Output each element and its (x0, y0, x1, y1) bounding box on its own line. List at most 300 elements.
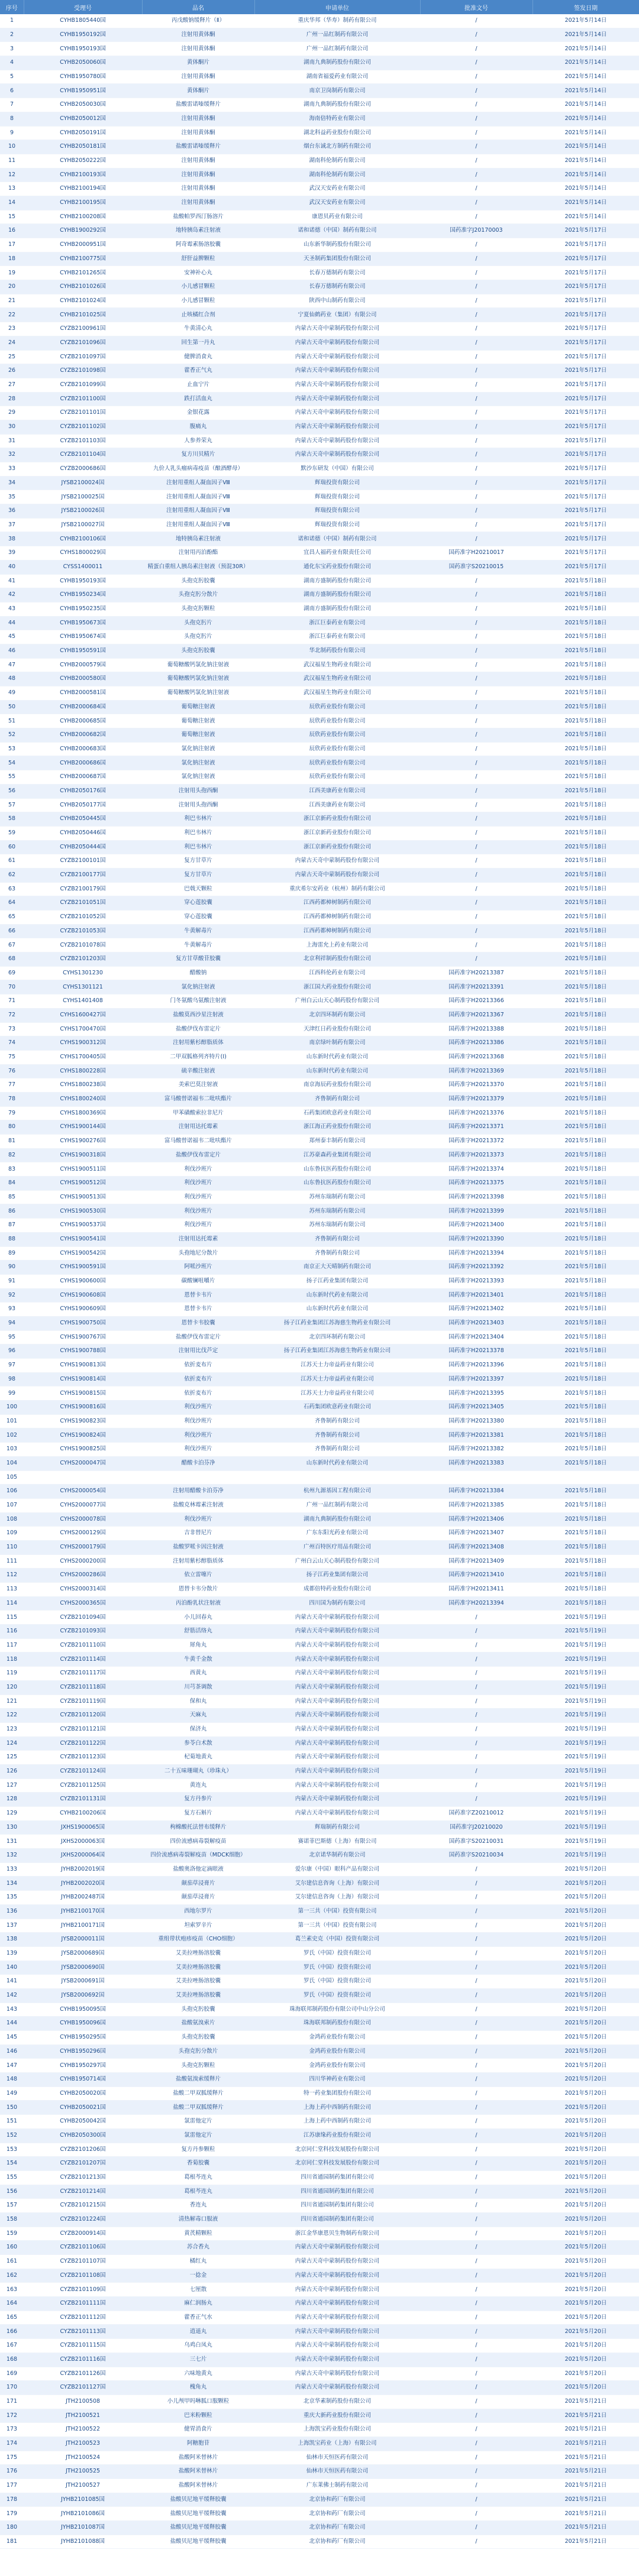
cell-accept-no: CYZB2101125国 (24, 1778, 142, 1793)
cell-approval-no: 国药准字H20213399 (420, 1204, 532, 1219)
cell-name: 注射用重组人凝血因子Ⅷ (142, 476, 254, 490)
table-row (0, 1988, 639, 2003)
table-row (0, 1359, 639, 1373)
cell-seq: 181 (0, 2535, 24, 2549)
cell-accept-no: CYHB2101024国 (24, 294, 142, 308)
cell-accept-no: CYHS1900600国 (24, 1274, 142, 1288)
table-row (0, 1961, 639, 1975)
cell-seq: 6 (0, 84, 24, 98)
cell-accept-no: CYZB2101103国 (24, 434, 142, 448)
cell-company: 第一三共（中国）投资有限公司 (254, 1904, 420, 1919)
cell-accept-no: CYHB2100195国 (24, 196, 142, 210)
table-body (0, 14, 639, 2549)
cell-company: 重庆大新药业股份有限公司 (254, 2409, 420, 2423)
table-row (0, 224, 639, 238)
table-row (0, 1820, 639, 1835)
table-row (0, 1302, 639, 1317)
cell-name: 重组带状疱疹疫苗（CHO细胞） (142, 1933, 254, 1947)
cell-name: 美索巴莫注射液 (142, 1078, 254, 1093)
cell-company: 扬子江药业集团有限公司 (254, 1569, 420, 1583)
cell-company: 四川省通园制药集团有限公司 (254, 2185, 420, 2199)
cell-name: 艾美拉唑肠溶胶囊 (142, 1961, 254, 1975)
table-row (0, 1946, 639, 1961)
cell-seq: 108 (0, 1512, 24, 1527)
table-row (0, 1456, 639, 1470)
cell-company: 齐鲁制药有限公司 (254, 1414, 420, 1428)
cell-accept-no: JXHS2000064国 (24, 1849, 142, 1863)
cell-approval-no: 国药准字H20213378 (420, 1344, 532, 1359)
table-row (0, 1162, 639, 1177)
cell-accept-no: CYHB2100106国 (24, 532, 142, 546)
cell-name: 葡萄糖酸钙氯化钠注射液 (142, 658, 254, 672)
cell-approval-no: 国药准字H20213368 (420, 1050, 532, 1064)
cell-date: 2021年5月20日 (532, 1877, 639, 1891)
cell-seq: 2 (0, 28, 24, 42)
cell-approval-no: / (420, 1975, 532, 1989)
cell-seq: 175 (0, 2451, 24, 2465)
table-row (0, 1414, 639, 1428)
cell-seq: 107 (0, 1498, 24, 1512)
cell-name: 氯雷他定片 (142, 2115, 254, 2129)
cell-company: 辰欣药业股份有限公司 (254, 728, 420, 743)
cell-date: 2021年5月18日 (532, 1302, 639, 1317)
cell-name: 注射用紫杉醇脂质体 (142, 1554, 254, 1569)
cell-approval-no: / (420, 364, 532, 378)
table-row (0, 1527, 639, 1541)
cell-company: 广州白云山天心制药股份有限公司 (254, 994, 420, 1009)
table-row (0, 630, 639, 644)
cell-date: 2021年5月20日 (532, 2339, 639, 2353)
cell-accept-no: CYHS1900825国 (24, 1443, 142, 1457)
cell-seq: 133 (0, 1862, 24, 1877)
cell-accept-no: CYHB1950096国 (24, 2017, 142, 2031)
cell-name: 注射用达托霉素 (142, 1120, 254, 1135)
table-row (0, 2436, 639, 2451)
table-row (0, 868, 639, 882)
cell-date: 2021年5月20日 (532, 1919, 639, 1933)
cell-approval-no: / (420, 238, 532, 252)
cell-company: 苏州东瑞制药有限公司 (254, 1204, 420, 1219)
cell-approval-no: / (420, 840, 532, 854)
cell-accept-no: CYHS2000129国 (24, 1527, 142, 1541)
cell-company: 北京协和药厂有限公司 (254, 2535, 420, 2549)
cell-date: 2021年5月17日 (532, 392, 639, 406)
table-row (0, 644, 639, 658)
cell-accept-no: CYHB1950235国 (24, 602, 142, 616)
cell-seq: 23 (0, 322, 24, 336)
cell-company: 江西药都樟树制药有限公司 (254, 924, 420, 938)
table-row (0, 2311, 639, 2325)
cell-seq: 143 (0, 2003, 24, 2017)
cell-approval-no: / (420, 406, 532, 420)
table-row (0, 490, 639, 504)
cell-name: 清热解毒口服液 (142, 2212, 254, 2227)
cell-seq: 178 (0, 2493, 24, 2507)
cell-approval-no: / (420, 2409, 532, 2423)
table-row (0, 294, 639, 308)
cell-approval-no: / (420, 112, 532, 126)
cell-company: 康恩贝药业有限公司 (254, 210, 420, 224)
table-row (0, 2367, 639, 2381)
cell-seq: 26 (0, 364, 24, 378)
table-row (0, 1330, 639, 1344)
cell-company: 扬子江药业集团江苏海慈生物药业有限公司 (254, 1316, 420, 1330)
cell-date: 2021年5月18日 (532, 784, 639, 798)
cell-approval-no: / (420, 2297, 532, 2311)
table-row (0, 1219, 639, 1233)
table-row (0, 336, 639, 350)
cell-date: 2021年5月14日 (532, 112, 639, 126)
cell-approval-no: / (420, 2212, 532, 2227)
cell-company: 江苏天士力帝益药业有限公司 (254, 1359, 420, 1373)
cell-seq: 70 (0, 980, 24, 994)
cell-accept-no: CYHB2000581国 (24, 686, 142, 701)
cell-name: 二十五味珊瑚丸（珍珠丸） (142, 1764, 254, 1778)
cell-accept-no: CYHB2100208国 (24, 210, 142, 224)
cell-accept-no: CYHB2050191国 (24, 126, 142, 140)
table-row (0, 2535, 639, 2549)
cell-accept-no: CYHS1401408 (24, 994, 142, 1009)
table-row (0, 2212, 639, 2227)
cell-accept-no: CYZB2100177国 (24, 868, 142, 882)
cell-approval-no: / (420, 2241, 532, 2255)
table-row (0, 798, 639, 812)
cell-date: 2021年5月17日 (532, 448, 639, 462)
cell-accept-no: JTH2100508 (24, 2394, 142, 2409)
cell-date: 2021年5月18日 (532, 798, 639, 812)
cell-approval-no: / (420, 2479, 532, 2493)
cell-accept-no: JTH2100522 (24, 2423, 142, 2437)
cell-approval-no: 国药准字H20213375 (420, 1177, 532, 1191)
cell-date: 2021年5月21日 (532, 2423, 639, 2437)
cell-seq: 158 (0, 2212, 24, 2227)
cell-date: 2021年5月19日 (532, 1778, 639, 1793)
cell-name: 头孢克肟片 (142, 616, 254, 630)
table-row (0, 1190, 639, 1204)
cell-date: 2021年5月19日 (532, 1611, 639, 1625)
cell-accept-no: CYHS2000078国 (24, 1512, 142, 1527)
table-row (0, 476, 639, 490)
table-row (0, 2073, 639, 2087)
cell-approval-no: / (420, 182, 532, 196)
cell-name: 小儿颅甲吗啉胍口服颗粒 (142, 2394, 254, 2409)
cell-name: 盐酸伊伐布雷定片 (142, 1148, 254, 1162)
table-row (0, 1135, 639, 1149)
cell-date: 2021年5月20日 (532, 2143, 639, 2157)
cell-company: 齐鲁制药有限公司 (254, 1428, 420, 1443)
cell-approval-no: / (420, 1904, 532, 1919)
cell-accept-no: JXHS1900065国 (24, 1820, 142, 1835)
cell-date: 2021年5月18日 (532, 868, 639, 882)
cell-company: 内蒙古天奇中蒙制药股份有限公司 (254, 406, 420, 420)
cell-name: 依折麦布片 (142, 1372, 254, 1386)
cell-name: 杞菊地黄丸 (142, 1751, 254, 1765)
cell-seq: 41 (0, 574, 24, 588)
cell-name: 盐酸克林霉素注射液 (142, 1498, 254, 1512)
cell-company: 内蒙古天奇中蒙制药股份有限公司 (254, 2353, 420, 2367)
cell-seq: 115 (0, 1611, 24, 1625)
cell-approval-no: 国药准字H20213373 (420, 1148, 532, 1162)
cell-accept-no: CYHS1900511国 (24, 1162, 142, 1177)
table-row (0, 1512, 639, 1527)
cell-date: 2021年5月21日 (532, 2409, 639, 2423)
table-row (0, 700, 639, 714)
cell-company: 四川省通园制药集团有限公司 (254, 2170, 420, 2185)
cell-name: 川芎茶调散 (142, 1680, 254, 1694)
cell-name: 天麻丸 (142, 1709, 254, 1723)
cell-company: 陕西中山制药有限公司 (254, 294, 420, 308)
cell-approval-no: / (420, 1667, 532, 1681)
cell-seq: 34 (0, 476, 24, 490)
cell-company: 武汉福星生物药业有限公司 (254, 686, 420, 701)
cell-company: 北京同仁堂科技发展股份有限公司 (254, 2157, 420, 2171)
table-row (0, 1694, 639, 1709)
cell-company: 湖南九典制药股份有限公司 (254, 98, 420, 112)
cell-company: 仙林市天恒医药有限公司 (254, 2465, 420, 2479)
cell-approval-no: / (420, 2521, 532, 2535)
cell-approval-no: / (420, 784, 532, 798)
cell-name: 利伐沙班片 (142, 1428, 254, 1443)
cell-seq: 109 (0, 1527, 24, 1541)
cell-company: 宁夏仙鹤药业（集团）有限公司 (254, 308, 420, 322)
cell-approval-no: / (420, 476, 532, 490)
cell-company: 四川省通园制药集团有限公司 (254, 2199, 420, 2213)
cell-company: 内蒙古天奇中蒙制药股份有限公司 (254, 350, 420, 364)
cell-company: 湖南九典制药股份有限公司 (254, 56, 420, 70)
cell-company: 浙江京新药业股份有限公司 (254, 812, 420, 827)
cell-date: 2021年5月18日 (532, 1064, 639, 1078)
cell-approval-no: 国药准字H20213376 (420, 1106, 532, 1120)
cell-date: 2021年5月18日 (532, 1022, 639, 1036)
cell-company: 天圣制药集团股份有限公司 (254, 252, 420, 266)
cell-name: 西黄丸 (142, 1667, 254, 1681)
cell-name: 氯化钠注射液 (142, 756, 254, 770)
table-row (0, 210, 639, 224)
cell-seq: 113 (0, 1583, 24, 1597)
cell-company: 特一药业集团股份有限公司 (254, 2086, 420, 2101)
cell-approval-no: / (420, 882, 532, 896)
table-row (0, 882, 639, 896)
cell-seq: 16 (0, 224, 24, 238)
cell-seq: 80 (0, 1120, 24, 1135)
cell-seq: 57 (0, 798, 24, 812)
cell-name: 阿糖胞苷 (142, 2436, 254, 2451)
cell-approval-no: / (420, 434, 532, 448)
table-row (0, 126, 639, 140)
table-row (0, 2451, 639, 2465)
cell-seq: 94 (0, 1316, 24, 1330)
cell-seq: 38 (0, 532, 24, 546)
cell-name: 利伐沙班片 (142, 1162, 254, 1177)
cell-name: 黄体酮片 (142, 56, 254, 70)
cell-company: 扬子江药业集团有限公司 (254, 1274, 420, 1288)
cell-company: 赛诺菲巴斯德（上海）有限公司 (254, 1835, 420, 1849)
cell-seq: 82 (0, 1148, 24, 1162)
cell-accept-no: CYZB2101207国 (24, 2157, 142, 2171)
cell-date: 2021年5月14日 (532, 56, 639, 70)
cell-approval-no: / (420, 462, 532, 477)
cell-accept-no: CYZB2101098国 (24, 364, 142, 378)
table-row (0, 42, 639, 56)
cell-approval-no: / (420, 126, 532, 140)
cell-approval-no: 国药准字H20213384 (420, 1485, 532, 1499)
cell-accept-no: CYHS1900608国 (24, 1288, 142, 1302)
cell-approval-no: / (420, 938, 532, 952)
cell-approval-no: / (420, 1946, 532, 1961)
cell-company: 石药集团欧意药业有限公司 (254, 1401, 420, 1415)
cell-seq: 10 (0, 140, 24, 154)
cell-name: 头孢克肟胶囊 (142, 2031, 254, 2045)
cell-date: 2021年5月18日 (532, 1569, 639, 1583)
cell-date: 2021年5月18日 (532, 840, 639, 854)
cell-accept-no: CYHB2050181国 (24, 140, 142, 154)
cell-date: 2021年5月20日 (532, 2325, 639, 2339)
cell-accept-no: CYZB2101093国 (24, 1625, 142, 1639)
cell-approval-no: / (420, 686, 532, 701)
cell-name: 头孢克肟片 (142, 630, 254, 644)
cell-date: 2021年5月18日 (532, 1274, 639, 1288)
cell-date: 2021年5月14日 (532, 98, 639, 112)
cell-accept-no: JTH2100521 (24, 2409, 142, 2423)
cell-company: 广州一品红制药有限公司 (254, 42, 420, 56)
cell-seq: 62 (0, 868, 24, 882)
cell-approval-no: / (420, 1638, 532, 1652)
cell-company: 齐鲁制药有限公司 (254, 1092, 420, 1106)
table-row (0, 658, 639, 672)
cell-seq: 45 (0, 630, 24, 644)
cell-approval-no: / (420, 2353, 532, 2367)
cell-accept-no: CYHB1805440国 (24, 14, 142, 28)
cell-company: 四川华神药业有限公司 (254, 2073, 420, 2087)
cell-date: 2021年5月18日 (532, 1527, 639, 1541)
cell-name: 盐酸帕罗西汀肠溶片 (142, 210, 254, 224)
cell-approval-no: / (420, 2394, 532, 2409)
cell-date: 2021年5月17日 (532, 322, 639, 336)
cell-date: 2021年5月17日 (532, 560, 639, 574)
cell-accept-no: CYZB2101206国 (24, 2143, 142, 2157)
cell-approval-no: / (420, 2031, 532, 2045)
cell-date: 2021年5月17日 (532, 350, 639, 364)
cell-name: 安神补心丸 (142, 266, 254, 280)
cell-accept-no: CYHS1700405国 (24, 1050, 142, 1064)
cell-accept-no: CYHB2100194国 (24, 182, 142, 196)
cell-company: 江苏豪森药业集团有限公司 (254, 1148, 420, 1162)
cell-approval-no: 国药准字H20213404 (420, 1330, 532, 1344)
table-row (0, 1288, 639, 1302)
cell-company: 江西药都樟树制药有限公司 (254, 910, 420, 925)
cell-name: 腹痛丸 (142, 420, 254, 434)
cell-accept-no: CYZB2101126国 (24, 2367, 142, 2381)
cell-company: 浙江巨泰药业有限公司 (254, 616, 420, 630)
cell-name: 颠茄草浸膏片 (142, 1891, 254, 1905)
cell-company: 诺和诺德（中国）制药有限公司 (254, 224, 420, 238)
cell-company: 湖北科益药业股份有限公司 (254, 126, 420, 140)
cell-name: 复方甘草片 (142, 868, 254, 882)
cell-date: 2021年5月17日 (532, 462, 639, 477)
cell-date: 2021年5月14日 (532, 28, 639, 42)
cell-seq: 71 (0, 994, 24, 1009)
cell-approval-no: / (420, 1764, 532, 1778)
cell-date: 2021年5月19日 (532, 1793, 639, 1807)
cell-approval-no: 国药准字H20213396 (420, 1359, 532, 1373)
cell-seq: 51 (0, 714, 24, 728)
table-row (0, 238, 639, 252)
cell-seq: 52 (0, 728, 24, 743)
table-row (0, 2297, 639, 2311)
table-row (0, 616, 639, 630)
cell-accept-no: JYHB2101085国 (24, 2493, 142, 2507)
table-row (0, 504, 639, 519)
cell-name: 舒肝益脾颗粒 (142, 252, 254, 266)
cell-date: 2021年5月18日 (532, 1177, 639, 1191)
cell-accept-no: CYZB2101110国 (24, 1638, 142, 1652)
cell-accept-no: CYHB1900292国 (24, 224, 142, 238)
cell-seq: 112 (0, 1569, 24, 1583)
cell-name: 注射用醋酸卡泊芬净 (142, 1485, 254, 1499)
cell-name: 注射用达托霉素 (142, 1232, 254, 1246)
cell-date: 2021年5月18日 (532, 938, 639, 952)
table-row (0, 602, 639, 616)
table-row (0, 896, 639, 910)
cell-approval-no: / (420, 1625, 532, 1639)
cell-company: 内蒙古天奇中蒙制药股份有限公司 (254, 2255, 420, 2269)
cell-approval-no: / (420, 1933, 532, 1947)
cell-seq: 172 (0, 2409, 24, 2423)
cell-seq: 106 (0, 1485, 24, 1499)
cell-approval-no: / (420, 1722, 532, 1736)
cell-seq: 44 (0, 616, 24, 630)
cell-company: 天津红日药业股份有限公司 (254, 1022, 420, 1036)
cell-approval-no: / (420, 1891, 532, 1905)
cell-seq: 161 (0, 2255, 24, 2269)
cell-company: 郑州泰丰制药有限公司 (254, 1135, 420, 1149)
cell-approval-no: 国药准字H20213391 (420, 980, 532, 994)
cell-seq: 95 (0, 1330, 24, 1344)
cell-name: 注射用紫杉醇脂质体 (142, 1036, 254, 1051)
cell-name: 六味地黄丸 (142, 2367, 254, 2381)
cell-approval-no: / (420, 2325, 532, 2339)
cell-approval-no: / (420, 2436, 532, 2451)
cell-date: 2021年5月20日 (532, 2059, 639, 2073)
cell-accept-no: CYZB2100101国 (24, 854, 142, 869)
cell-approval-no: / (420, 14, 532, 28)
cell-approval-no: / (420, 350, 532, 364)
cell-company: 上海上药中西制药有限公司 (254, 2115, 420, 2129)
cell-company: 辰欣药业股份有限公司 (254, 700, 420, 714)
cell-seq: 122 (0, 1709, 24, 1723)
table-row (0, 1064, 639, 1078)
cell-approval-no: 国药准字H20213410 (420, 1569, 532, 1583)
cell-date: 2021年5月18日 (532, 728, 639, 743)
cell-accept-no (24, 1470, 142, 1485)
cell-company: 内蒙古天奇中蒙制药股份有限公司 (254, 392, 420, 406)
cell-seq: 125 (0, 1751, 24, 1765)
cell-approval-no: / (420, 854, 532, 869)
cell-seq: 7 (0, 98, 24, 112)
cell-date: 2021年5月18日 (532, 700, 639, 714)
cell-accept-no: JYSB2100027国 (24, 518, 142, 532)
cell-date: 2021年5月19日 (532, 1835, 639, 1849)
table-row (0, 2185, 639, 2199)
cell-date: 2021年5月21日 (532, 2493, 639, 2507)
cell-date: 2021年5月17日 (532, 490, 639, 504)
cell-approval-no: / (420, 924, 532, 938)
cell-accept-no: CYZB2101215国 (24, 2199, 142, 2213)
cell-accept-no: CYZB2000914国 (24, 2227, 142, 2241)
table-row (0, 1401, 639, 1415)
cell-approval-no: 国药准字J20170003 (420, 224, 532, 238)
cell-company: 长春万德制药有限公司 (254, 266, 420, 280)
